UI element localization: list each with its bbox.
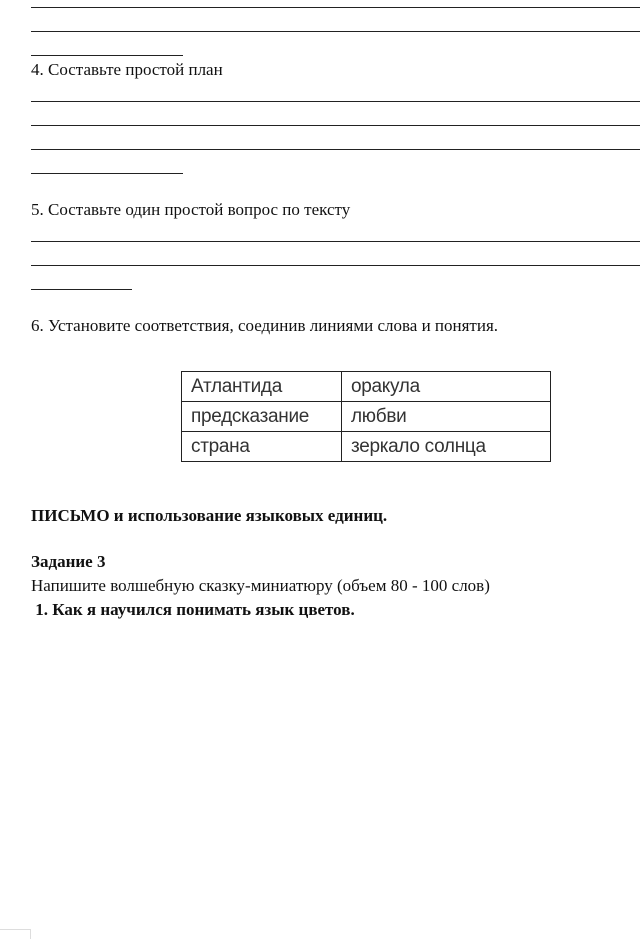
table-row (182, 372, 551, 402)
answer-line-short (31, 289, 132, 290)
question-5-label: 5. Составьте один простой вопрос по тексту (31, 200, 351, 219)
answer-line (31, 7, 640, 8)
answer-line (31, 265, 640, 266)
answer-line (31, 149, 640, 150)
answer-line (31, 31, 640, 32)
question-6-label: 6. Установите соответствия, соединив линиями слова и понятия. (31, 316, 499, 335)
answer-line (31, 241, 640, 242)
answer-line-short (31, 55, 183, 56)
answer-line (31, 101, 640, 102)
table-cell-word: Атлантида (182, 372, 342, 402)
table-cell-word: страна (182, 432, 342, 462)
answer-line-short (31, 173, 183, 174)
answer-line (31, 125, 640, 126)
table-cell-concept: зеркало солнца (342, 432, 551, 462)
task-3-title: Задание 3 (31, 552, 106, 571)
table-row (182, 402, 551, 432)
table-cell-concept: любви (342, 402, 551, 432)
question-4-label: 4. Составьте простой план (31, 60, 223, 79)
table-cell-concept: оракула (342, 372, 551, 402)
table-cell-word: предсказание (182, 402, 342, 432)
task-3-instruction: Напишите волшебную сказку-миниатюру (объем 80 - 100 слов) (31, 576, 490, 595)
table-row (182, 432, 551, 462)
matching-table (181, 371, 551, 462)
task-3-topic: 1. Как я научился понимать язык цветов. (31, 600, 355, 619)
section-heading: ПИСЬМО и использование языковых единиц. (31, 506, 388, 525)
